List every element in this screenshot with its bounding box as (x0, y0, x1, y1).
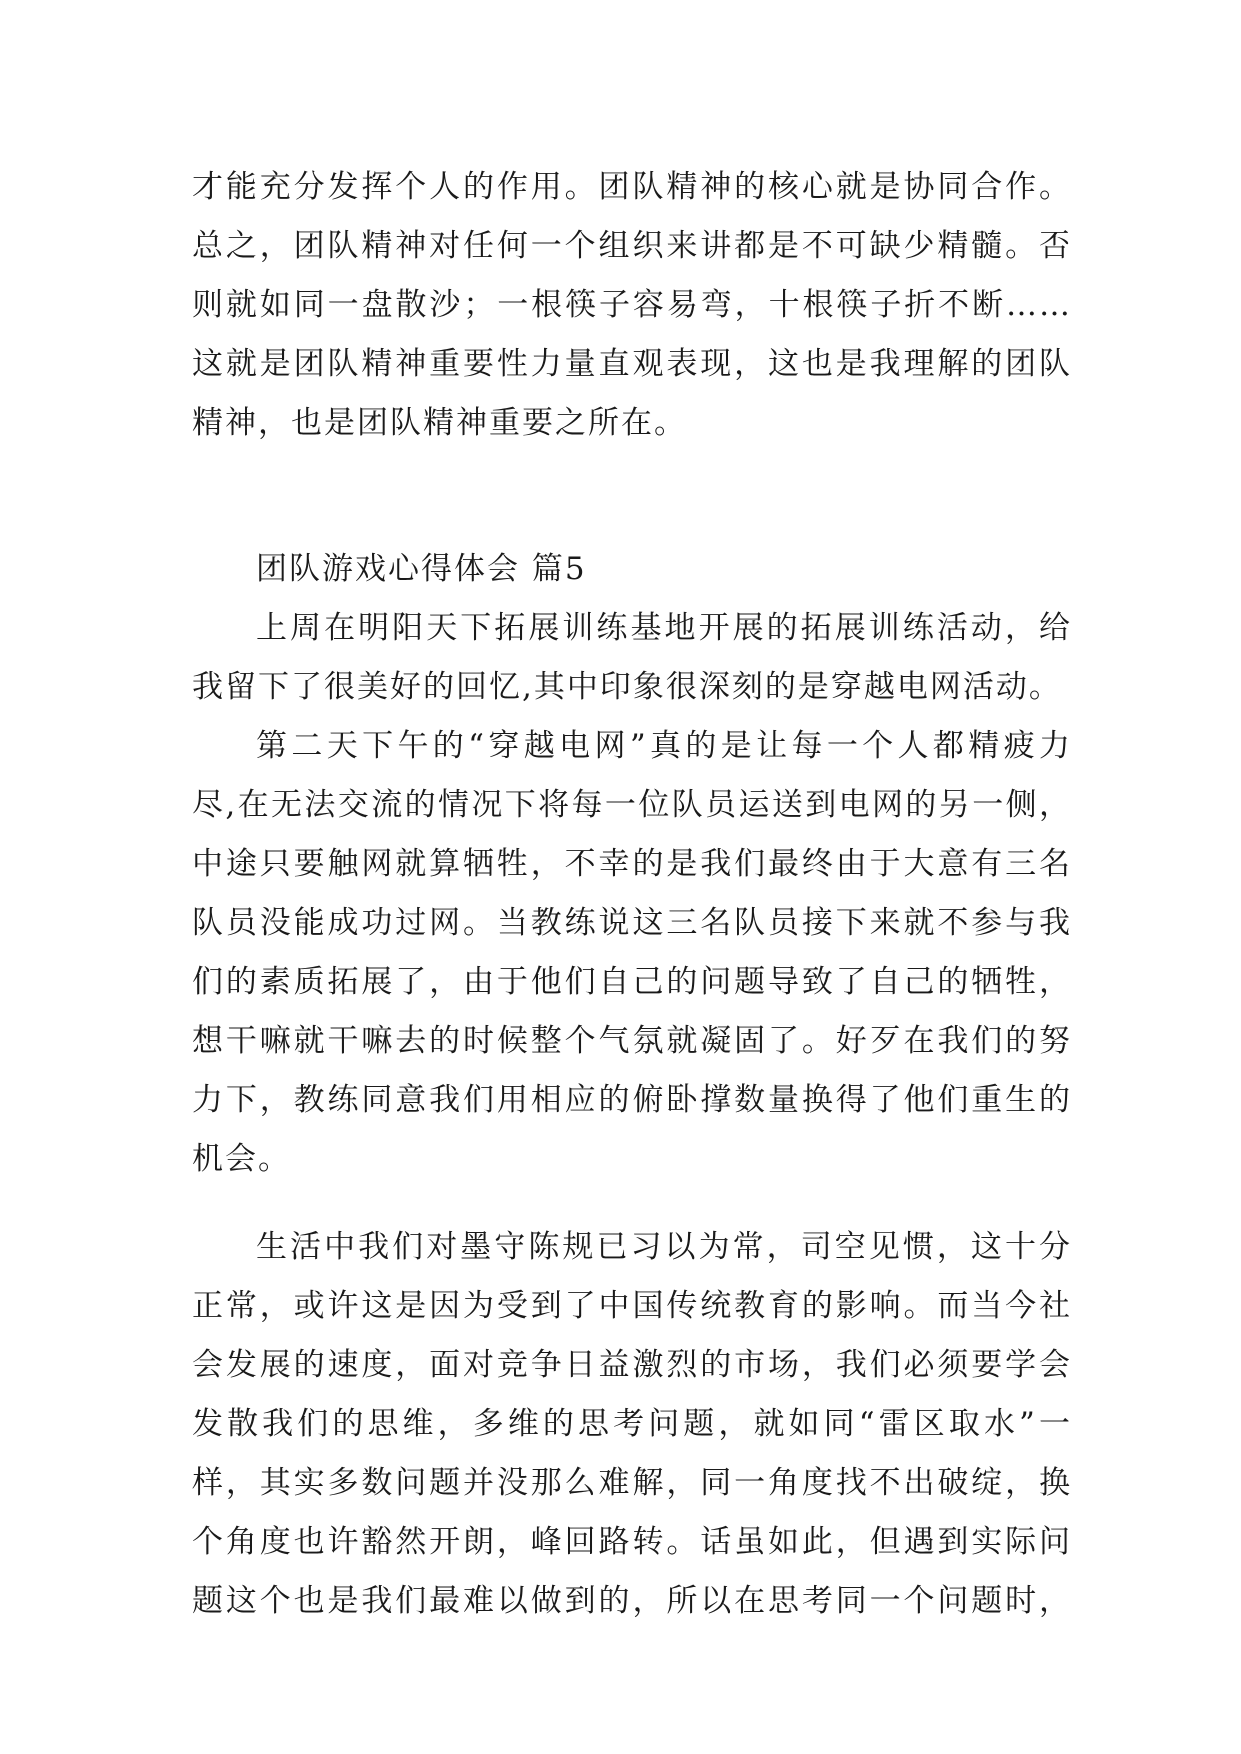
text-line: 发散我们的思维，多维的思考问题，就如同“雷区取水”一 (192, 1406, 1072, 1442)
text-line: 题这个也是我们最难以做到的，所以在思考同一个问题时， (192, 1583, 1072, 1619)
text-line: 精神，也是团队精神重要之所在。 (192, 405, 687, 441)
section-gap (192, 453, 1072, 540)
paragraph-electric-net (192, 717, 1072, 1189)
text-line: 这就是团队精神重要性力量直观表现，这也是我理解的团队 (192, 346, 1072, 382)
text-line: 上周在明阳天下拓展训练基地开展的拓展训练活动，给 (256, 610, 1072, 646)
text-line: 才能充分发挥个人的作用。团队精神的核心就是协同合作。 (192, 169, 1072, 205)
text-line: 尽,在无法交流的情况下将每一位队员运送到电网的另一侧， (192, 787, 1072, 823)
text-line: 总之，团队精神对任何一个组织来讲都是不可缺少精髓。否 (192, 228, 1072, 264)
text-line: 中途只要触网就算牺牲，不幸的是我们最终由于大意有三名 (192, 846, 1072, 882)
text-line: 个角度也许豁然开朗，峰回路转。话虽如此，但遇到实际问 (192, 1524, 1072, 1560)
text-line: 正常，或许这是因为受到了中国传统教育的影响。而当今社 (192, 1288, 1072, 1324)
text-line: 力下，教练同意我们用相应的俯卧撑数量换得了他们重生的 (192, 1082, 1072, 1118)
text-line: 样，其实多数问题并没那么难解，同一角度找不出破绽，换 (192, 1465, 1072, 1501)
paragraph-training-intro (192, 599, 1072, 717)
text-line: 我留下了很美好的回忆,其中印象很深刻的是穿越电网活动。 (192, 669, 1062, 705)
text-line: 则就如同一盘散沙；一根筷子容易弯，十根筷子折不断…… (192, 287, 1072, 323)
text-line: 们的素质拓展了，由于他们自己的问题导致了自己的牺牲， (192, 964, 1072, 1000)
paragraph-thinking (192, 1218, 1072, 1631)
section-heading: 团队游戏心得体会 篇5 (256, 551, 587, 587)
paragraph-team-spirit-conclusion (192, 158, 1072, 453)
text-line: 队员没能成功过网。当教练说这三名队员接下来就不参与我 (192, 905, 1072, 941)
text-line: 生活中我们对墨守陈规已习以为常，司空见惯，这十分 (256, 1229, 1072, 1265)
text-line: 会发展的速度，面对竞争日益激烈的市场，我们必须要学会 (192, 1347, 1072, 1383)
document-page (192, 158, 1072, 1631)
text-line: 第二天下午的“穿越电网”真的是让每一个人都精疲力 (256, 728, 1072, 764)
text-line: 想干嘛就干嘛去的时候整个气氛就凝固了。好歹在我们的努 (192, 1023, 1072, 1059)
text-line: 机会。 (192, 1141, 291, 1177)
paragraph-gap (192, 1189, 1072, 1218)
